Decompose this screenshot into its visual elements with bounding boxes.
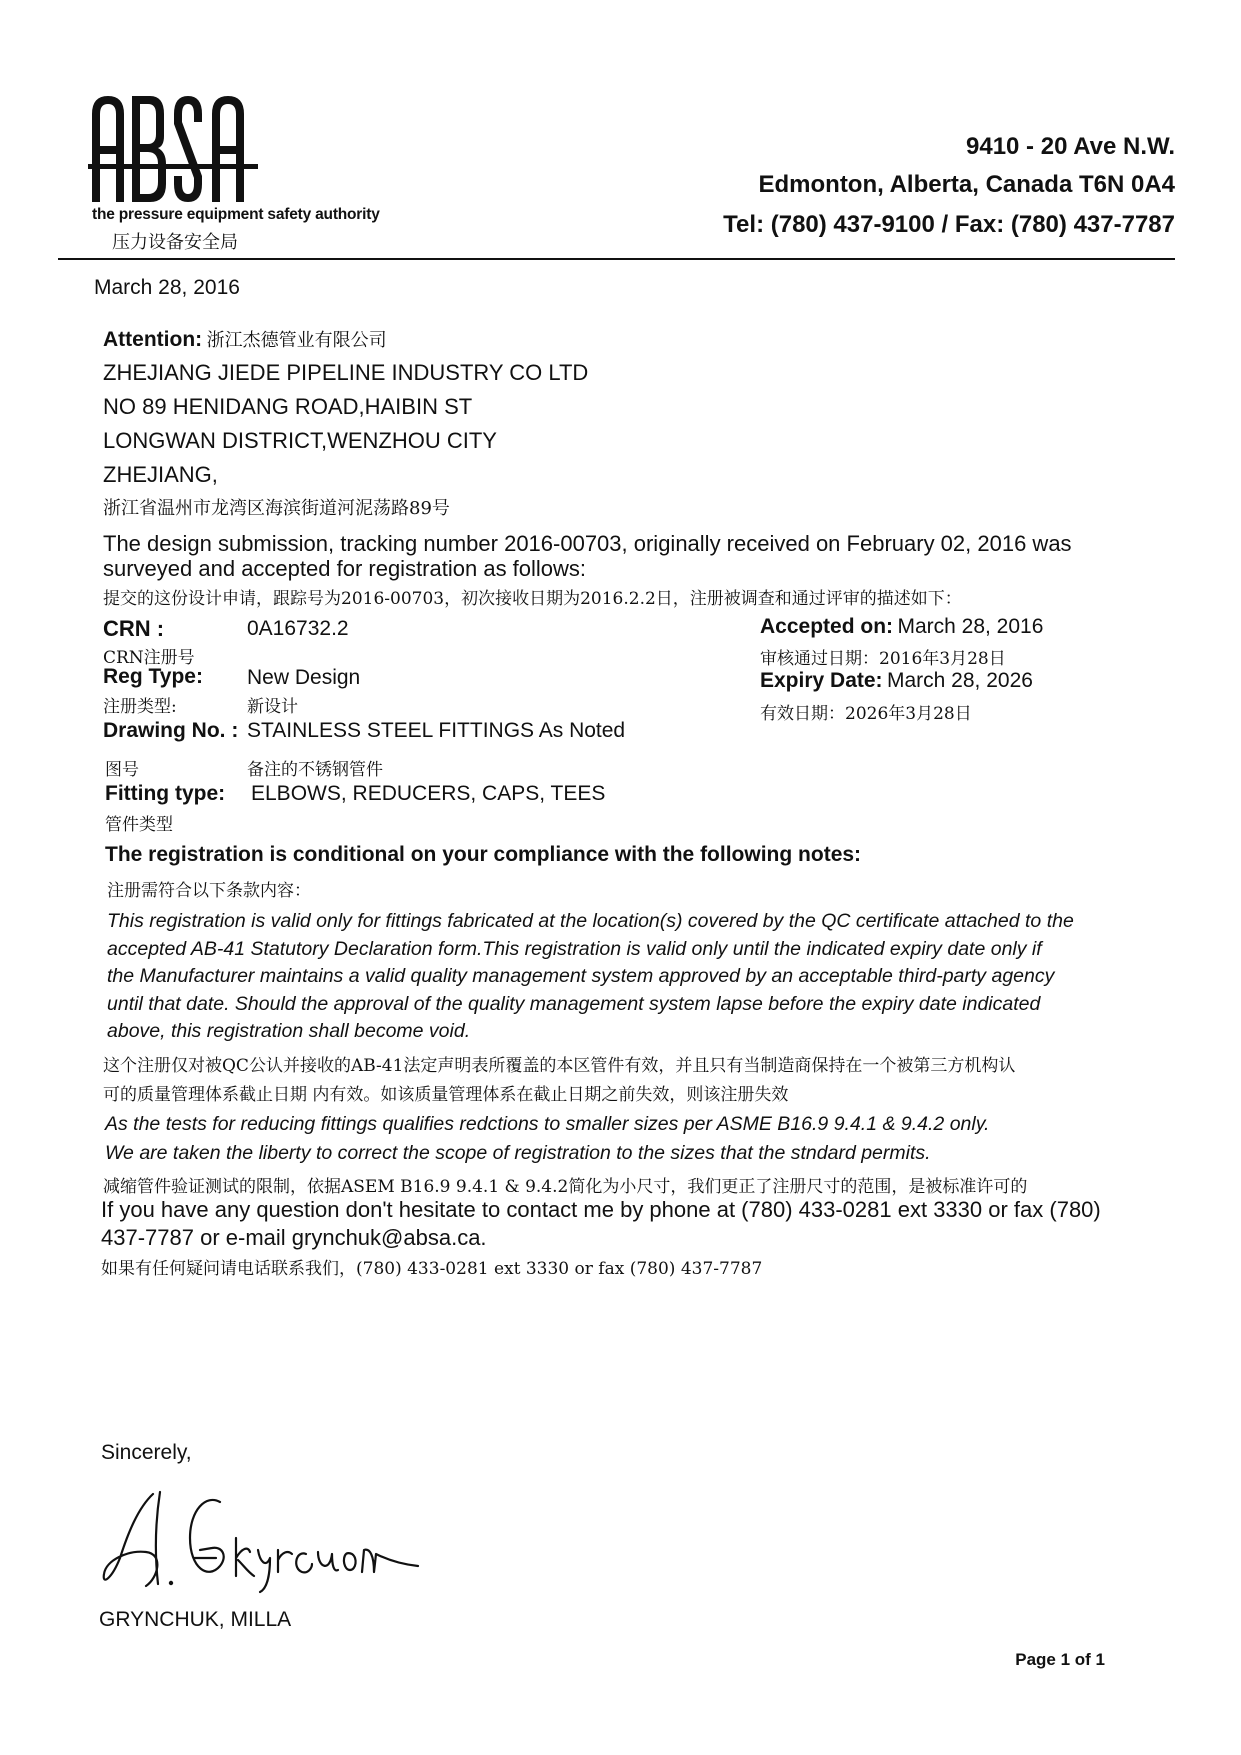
recipient-address-2: LONGWAN DISTRICT,WENZHOU CITY (103, 428, 497, 453)
expiry-value: March 28, 2026 (887, 669, 1033, 692)
fitting-type-value: ELBOWS, REDUCERS, CAPS, TEES (251, 782, 606, 805)
note-1-line: until that date. Should the approval of the quality management system lapse before the expiry date indicated (107, 993, 1041, 1015)
address-line-1: 9410 - 20 Ave N.W. (966, 133, 1175, 160)
reg-type-value-cn: 新设计 (247, 697, 298, 717)
absa-logo (88, 92, 258, 204)
fitting-type-label: Fitting type: (105, 782, 226, 805)
drawing-value: STAINLESS STEEL FITTINGS As Noted (247, 719, 626, 742)
expiry-cn: 有效日期：2026年3月28日 (760, 704, 972, 724)
page-number: Page 1 of 1 (1015, 1650, 1105, 1669)
intro-line-cn: 提交的这份设计申请，跟踪号为2016-00703，初次接收日期为2016.2.2日，注册被调查和通过评审的描述如下： (103, 589, 962, 609)
reg-type-label-cn: 注册类型: (103, 697, 177, 717)
recipient-company: ZHEJIANG JIEDE PIPELINE INDUSTRY CO LTD (103, 360, 589, 385)
logo-tagline-cn: 压力设备安全局 (112, 232, 238, 253)
accepted-label: Accepted on: (760, 615, 894, 638)
note-1-cn-line: 可的质量管理体系截止日期 内有效。如该质量管理体系在截止日期之前失效，则该注册失效 (103, 1085, 789, 1105)
header-divider (58, 258, 1175, 260)
contact-line-2: 437-7787 or e-mail grynchuk@absa.ca. (101, 1225, 487, 1250)
note-1-line: accepted AB-41 Statutory Declaration form.This registration is valid only until the indicated expiry date only if (107, 938, 1042, 960)
note-1-line: above, this registration shall become void. (107, 1020, 471, 1042)
drawing-label-cn: 图号 (105, 760, 139, 780)
note-2-line: As the tests for reducing fittings qualifies redctions to smaller sizes per ASME B16.9 9.4.1 & 9.4.2 only. (105, 1113, 990, 1135)
contact-line-cn: 如果有任何疑问请电话联系我们，(780) 433-0281 ext 3330 or fax (780) 437-7787 (101, 1259, 763, 1279)
address-line-2: Edmonton, Alberta, Canada T6N 0A4 (758, 171, 1175, 198)
note-2-cn: 减缩管件验证测试的限制，依据ASEM B16.9 9.4.1 & 9.4.2简化为小尺寸，我们更正了注册尺寸的范围，是被标准许可的 (103, 1177, 1028, 1197)
intro-line-1: The design submission, tracking number 2016-00703, originally received on February 02, 2016 was (103, 531, 1072, 556)
fitting-type-label-cn: 管件类型 (105, 815, 173, 835)
crn-label: CRN : (103, 616, 165, 641)
logo-tagline: the pressure equipment safety authority (92, 206, 380, 223)
note-1-line: This registration is valid only for fittings fabricated at the location(s) covered by the QC certificate attached to the (107, 910, 1074, 932)
contact-line-1: If you have any question don't hesitate to contact me by phone at (780) 433-0281 ext 3330 or fax (780) (101, 1197, 1101, 1222)
expiry-label: Expiry Date: (760, 669, 883, 692)
drawing-value-cn: 备注的不锈钢管件 (247, 760, 383, 780)
attention-label: Attention: (103, 328, 203, 351)
recipient-address-cn: 浙江省温州市龙湾区海滨街道河泥荡路89号 (103, 498, 450, 519)
intro-line-2: surveyed and accepted for registration as follows: (103, 556, 587, 581)
recipient-address-1: NO 89 HENIDANG ROAD,HAIBIN ST (103, 394, 473, 419)
salutation: Sincerely, (101, 1441, 192, 1464)
note-1-cn-line: 这个注册仅对被QC公认并接收的AB-41法定声明表所覆盖的本区管件有效，并且只有当制造商保持在一个被第三方机构认 (103, 1056, 1016, 1076)
phone-fax: Tel: (780) 437-9100 / Fax: (780) 437-7787 (723, 211, 1175, 238)
recipient-address-3: ZHEJIANG, (103, 462, 218, 487)
accepted-value: March 28, 2016 (897, 615, 1044, 638)
reg-type-value: New Design (247, 666, 361, 689)
conditions-heading-cn: 注册需符合以下条款内容： (107, 881, 311, 901)
reg-type-label: Reg Type: (103, 665, 203, 688)
signature-image (98, 1488, 428, 1598)
signer-name: GRYNCHUK, MILLA (99, 1608, 292, 1631)
accepted-cn: 审核通过日期：2016年3月28日 (760, 649, 1006, 669)
drawing-label: Drawing No. : (103, 719, 239, 742)
crn-value: 0A16732.2 (247, 617, 349, 640)
note-2-line: We are taken the liberty to correct the scope of registration to the sizes that the stndard permits. (105, 1142, 931, 1164)
attention-company-cn: 浙江杰德管业有限公司 (206, 330, 387, 351)
crn-label-cn: CRN注册号 (103, 648, 195, 668)
conditions-heading: The registration is conditional on your compliance with the following notes: (105, 843, 862, 866)
letter-date: March 28, 2016 (94, 276, 240, 299)
note-1-line: the Manufacturer maintains a valid quality management system approved by an acceptable third-party agency (107, 965, 1055, 987)
